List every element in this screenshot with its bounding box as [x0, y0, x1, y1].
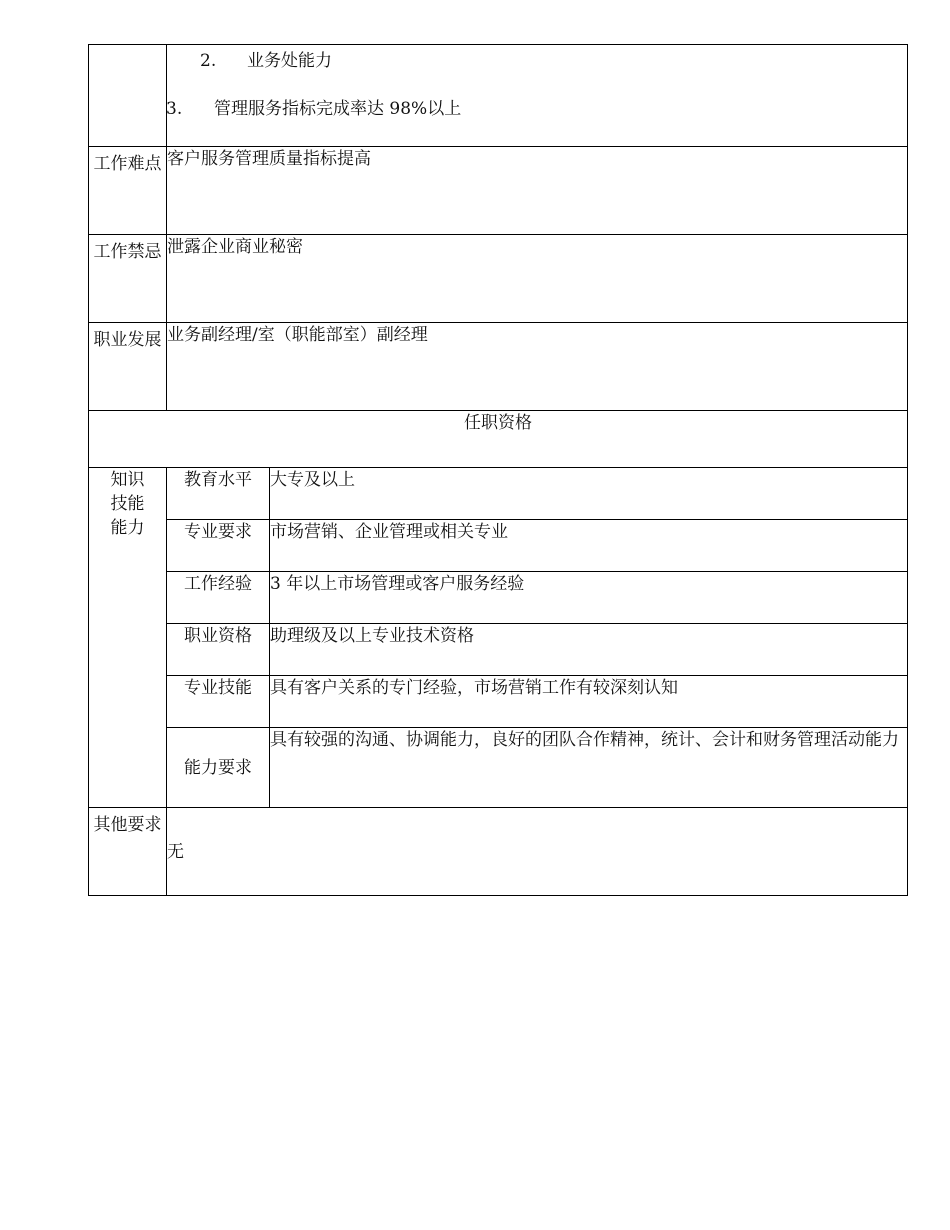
- job-description-table: [88, 44, 908, 896]
- qualification-row: [89, 728, 908, 808]
- responsibilities-row: [89, 45, 908, 147]
- difficulty-row: [89, 147, 908, 235]
- career-value: 业务副经理/室（职能部室）副经理: [167, 323, 908, 411]
- qualification-label: 专业要求: [167, 520, 270, 572]
- qualification-row: [89, 624, 908, 676]
- qualification-value: 大专及以上: [270, 468, 908, 520]
- list-text: 管理服务指标完成率达 98%以上: [214, 99, 462, 119]
- other-row: [89, 808, 908, 896]
- qualification-value: 助理级及以上专业技术资格: [270, 624, 908, 676]
- skills-group-label: [89, 468, 167, 808]
- qualification-row: [89, 468, 908, 520]
- list-item: [166, 97, 907, 121]
- list-number: 3.: [166, 99, 183, 119]
- responsibilities-content: [167, 45, 908, 147]
- career-row: [89, 323, 908, 411]
- qualification-value: 3 年以上市场管理或客户服务经验: [270, 572, 908, 624]
- career-label: [89, 323, 167, 411]
- difficulty-label-text: 工作难点: [93, 154, 162, 174]
- other-label-text: 其他要求: [93, 815, 162, 835]
- qualification-label: 教育水平: [167, 468, 270, 520]
- qualification-row: [89, 676, 908, 728]
- taboo-label-text: 工作禁忌: [93, 242, 162, 262]
- qualification-label: 工作经验: [167, 572, 270, 624]
- qualification-row: [89, 572, 908, 624]
- skills-group-label-text: 知识技能能力: [110, 470, 145, 538]
- list-text: 业务处能力: [247, 51, 332, 71]
- career-label-text: 职业发展: [93, 330, 162, 350]
- other-label: [89, 808, 167, 896]
- qualifications-heading-row: [89, 411, 908, 468]
- qualification-label: 能力要求: [167, 728, 270, 808]
- qualification-label: 职业资格: [167, 624, 270, 676]
- taboo-row: [89, 235, 908, 323]
- other-value: 无: [167, 808, 908, 896]
- list-number: 2.: [200, 51, 217, 71]
- qualification-value: 具有客户关系的专门经验，市场营销工作有较深刻认知: [270, 676, 908, 728]
- qualification-row: [89, 520, 908, 572]
- qualification-label: 专业技能: [167, 676, 270, 728]
- taboo-label: [89, 235, 167, 323]
- taboo-value: 泄露企业商业秘密: [167, 235, 908, 323]
- qualifications-title: 任职资格: [89, 411, 908, 468]
- difficulty-value: 客户服务管理质量指标提高: [167, 147, 908, 235]
- list-item: [200, 45, 907, 73]
- qualification-value: 具有较强的沟通、协调能力，良好的团队合作精神，统计、会计和财务管理活动能力: [270, 728, 908, 808]
- difficulty-label: [89, 147, 167, 235]
- responsibilities-label-cell: [89, 45, 167, 147]
- qualification-value: 市场营销、企业管理或相关专业: [270, 520, 908, 572]
